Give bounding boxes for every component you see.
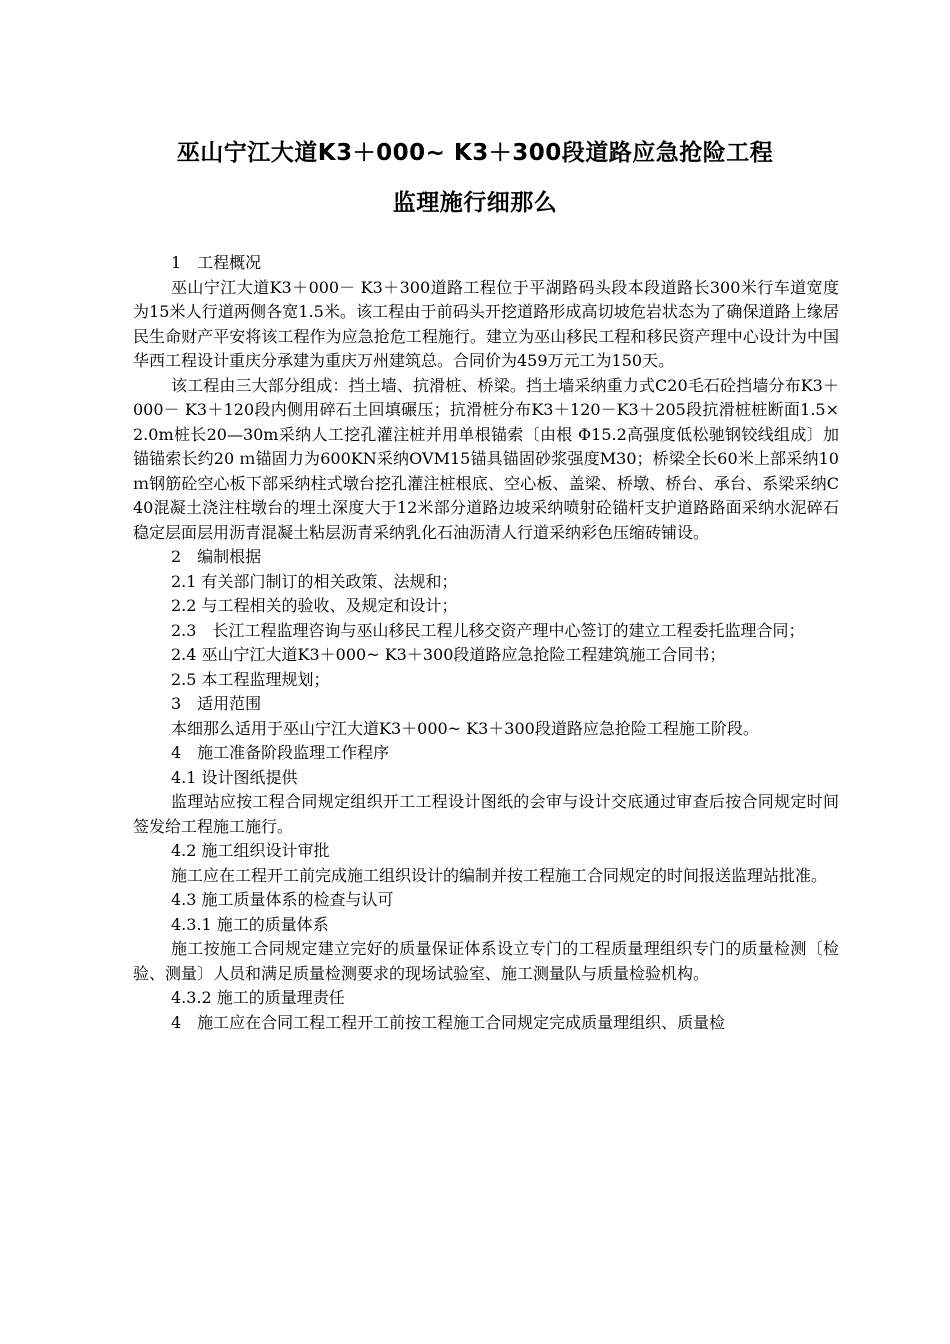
document-title-line-2: 监理施行细那么 bbox=[392, 190, 558, 216]
list-item: 2.4 巫山宁江大道K3＋000~ K3＋300段道路应急抢险工程建筑施工合同书； bbox=[171, 645, 726, 664]
section-heading: 2 编制根据 bbox=[171, 547, 262, 566]
subsection-heading: 4.1 设计图纸提供 bbox=[171, 767, 298, 787]
paragraph: 监理站应按工程合同规定组织开工工程设计图纸的会审与设计交底通过审查后按合同规定时间签发给工程施工施行。 bbox=[133, 792, 839, 836]
list-item: 2.5 本工程监理规划； bbox=[171, 669, 330, 689]
paragraph: 施工应在工程开工前完成施工组织设计的编制并按工程施工合同规定的时间报送监理站批准。 bbox=[171, 865, 828, 885]
list-item: 2.2 与工程相关的验收、及规定和设计； bbox=[171, 596, 458, 615]
subsection-heading: 4.3.2 施工的质量理责任 bbox=[171, 988, 345, 1007]
list-item: 2.3 长江工程监理咨询与巫山移民工程儿移交资产理中心签订的建立工程委托监理合同； bbox=[171, 620, 805, 640]
paragraph: 施工按施工合同规定建立完好的质量保证体系设立专门的工程质量理组织专门的质量检测〔检验、测量〕人员和满足质量检测要求的现场试验室、施工测量队与质量检验机构。 bbox=[133, 939, 839, 983]
list-item: 2.1 有关部门制订的相关政策、法规和； bbox=[171, 571, 458, 591]
subsection-heading: 4.3 施工质量体系的检查与认可 bbox=[171, 890, 394, 909]
document-title-line-1: 巫山宁江大道K3＋000~ K3＋300段道路应急抢险工程 bbox=[176, 140, 774, 166]
paragraph: 4 施工应在合同工程工程开工前按工程施工合同规定完成质量理组织、质量检 bbox=[171, 1012, 726, 1032]
paragraph: 该工程由三大部分组成：挡土墙、抗滑桩、桥梁。挡土墙采纳重力式C20毛石砼挡墙分布K3＋000－ K3＋120段内侧用碎石土回填碾压；抗滑桩分布K3＋120－K3＋205段抗滑桩桩断面1.5×2.0m桩长20—30m采纳人工挖孔灌注桩并用单根锚索〔由根 Φ15.2高强度低松驰钢铰线组成〕加锚锚索长约20 ｍ锚固力为600KN采纳OVM15锚具锚固砂浆强度M30；桥梁全长60米上部采纳10 ｍ钢筋砼空心板下部采纳柱式墩台挖孔灌注桩根底、空心板、盖梁、桥墩、桥台、承台、系梁采纳C40混凝土浇注柱墩台的埋土深度大于12米部分道路边坡采纳喷射砼锚杆支护道路路面采纳水泥碎石稳定层面层用沥青混凝土粘层沥青采纳乳化石油沥清人行道采纳彩色压缩砖铺设。 bbox=[133, 375, 839, 542]
document-body bbox=[133, 251, 839, 1035]
section-heading: 1 工程概况 bbox=[171, 253, 262, 272]
subsection-heading: 4.2 施工组织设计审批 bbox=[171, 841, 330, 860]
paragraph: 巫山宁江大道K3＋000－ K3＋300道路工程位于平湖路码头段本段道路长300米行车道宽度为15米人行道两侧各宽1.5米。该工程由于前码头开挖道路形成高切坡危岩状态为了确保道路上缘居民生命财产平安将该工程作为应急抢危工程施行。建立为巫山移民工程和移民资产理中心设计为中国华西工程设计重庆分承建为重庆万州建筑总。合同价为459万元工为150天。 bbox=[133, 277, 839, 370]
section-heading: 3 适用范围 bbox=[171, 694, 262, 713]
section-heading: 4 施工准备阶段监理工作程序 bbox=[171, 743, 390, 762]
subsection-heading: 4.3.1 施工的质量体系 bbox=[171, 914, 329, 934]
paragraph: 本细那么适用于巫山宁江大道K3＋000~ K3＋300段道路应急抢险工程施工阶段。 bbox=[171, 718, 759, 738]
